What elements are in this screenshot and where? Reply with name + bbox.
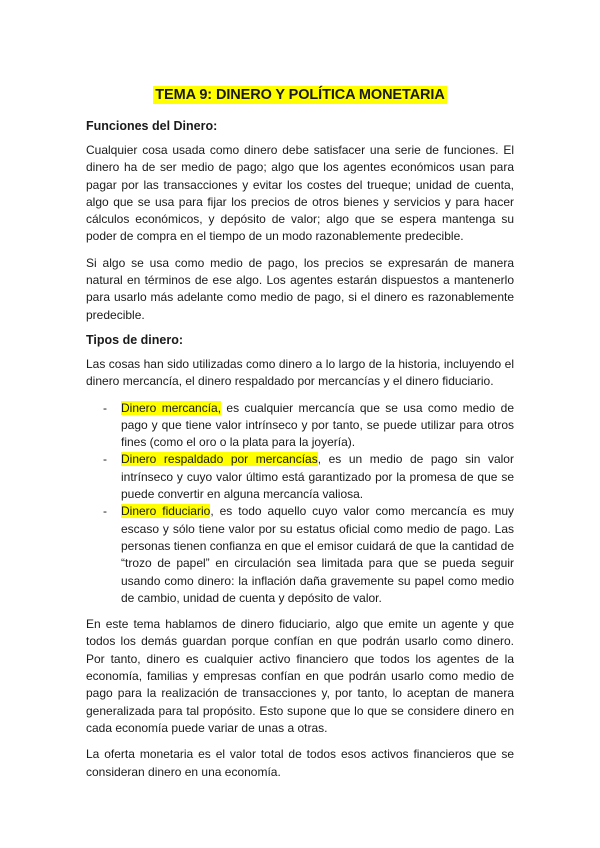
dash-bullet: - (103, 452, 107, 467)
paragraph-tipos-after: En este tema hablamos de dinero fiduciario, algo que emite un agente y que todos los demás guardan porque confían en que podrán usarlo como dinero. Por tanto, dinero es cualquier activo financiero que todos los agentes de la economía, familias y empresas confían en que podrán usarlo como medio de pago para la realización de transacciones y, por tanto, lo aceptan de manera generalizada para tal propósito. Esto supone que lo que se considere dinero en cada economía puede variar de unas a otras. (86, 617, 514, 735)
list-item-text: , es un medio de pago sin valor intrínseco y cuyo valor último está garantizado por la promesa de que se puede convertir en alguna mercancía valiosa. (121, 452, 514, 502)
dash-bullet: - (103, 504, 107, 519)
money-types-list (86, 400, 514, 608)
page-title-text: TEMA 9: DINERO Y POLÍTICA MONETARIA (155, 87, 445, 103)
paragraph-funciones-1: Cualquier cosa usada como dinero debe satisfacer una serie de funciones. El dinero ha de ser medio de pago; algo que los agentes económicos usan para pagar por las transacciones y evitar los costes del trueque; unidad de cuenta, algo que se usa para fijar los precios de otros bienes y servicios y para hacer cálculos económicos, y depósito de valor; algo que se espera mantenga su poder de compra en el tiempo de un modo razonablemente predecible. (86, 143, 514, 244)
list-item (86, 503, 514, 607)
section-heading-tipos: Tipos de dinero: (86, 332, 183, 347)
paragraph-tipos-intro: Las cosas han sido utilizadas como dinero a lo largo de la historia, incluyendo el dinero mercancía, el dinero respaldado por mercancías y el dinero fiduciario. (86, 356, 514, 389)
highlighted-term: Dinero fiduciario (121, 504, 211, 519)
dash-bullet: - (103, 400, 107, 415)
paragraph-funciones-2: Si algo se usa como medio de pago, los precios se expresarán de manera natural en términos de ese algo. Los agentes estarán dispuestos a mantenerlo para usarlo más adelante como medio de pago, si el dinero es razonablemente predecible. (86, 255, 514, 322)
paragraph-tipos-last: La oferta monetaria es el valor total de todos esos activos financieros que se consideran dinero en una economía. (86, 747, 514, 779)
list-item-text: , es todo aquello cuyo valor como mercancía es muy escaso y sólo tiene valor por su estatus oficial como medio de pago. Las personas tienen confianza en que el emisor cuidará de que la cantidad de “trozo de papel” en circulación sea limitada para que se pueda seguir usando como dinero: la inflación daña gravemente su papel como medio de cambio, unidad de cuenta y depósito de valor. (121, 504, 514, 605)
section-heading-funciones: Funciones del Dinero: (86, 119, 218, 133)
list-item (86, 400, 514, 452)
highlighted-term: Dinero respaldado por mercancías (121, 452, 318, 467)
page-title (86, 70, 514, 107)
highlighted-term: Dinero mercancía, (121, 400, 222, 415)
list-item (86, 451, 514, 503)
list-item-text: es cualquier mercancía que se usa como medio de pago y que tiene valor intrínseco y por tanto, se puede utilizar para otros fines (como el oro o la plata para la joyería). (121, 400, 514, 450)
